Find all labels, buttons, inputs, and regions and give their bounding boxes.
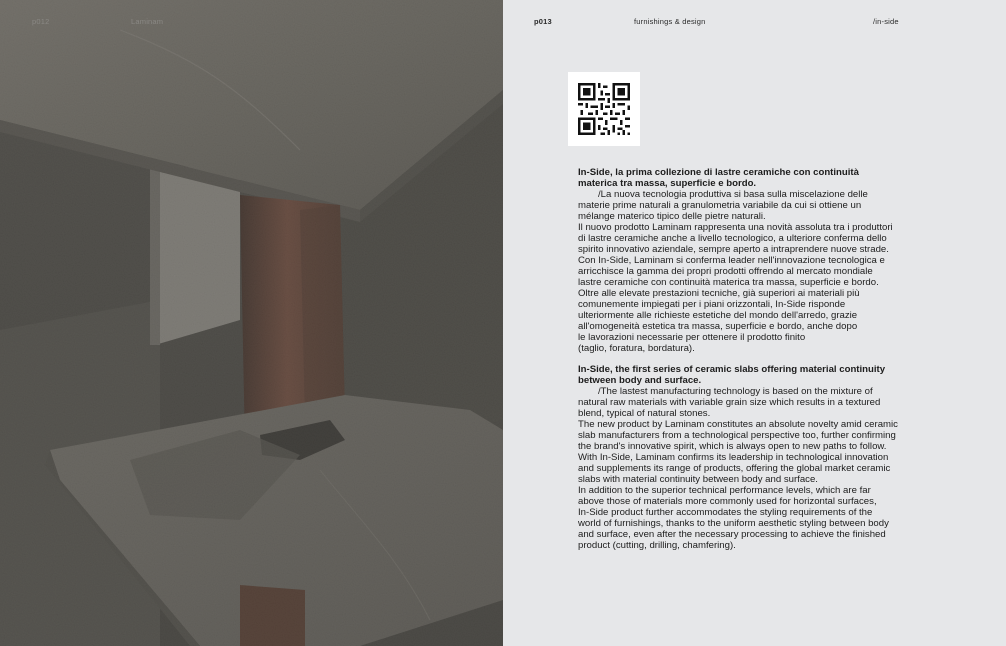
italian-heading: In-Side, la prima collezione di lastre ceramiche con continuità materica tra massa, superficie e bordo.	[578, 167, 859, 189]
collection-tag: /in-side	[873, 17, 899, 26]
right-page	[503, 0, 1006, 646]
qr-code[interactable]	[568, 72, 640, 146]
italian-body: Il nuovo prodotto Laminam rappresenta una novità assoluta tra i produttori di lastre ceramiche anche a livello tecnologico, a ulteriore conferma dello spirito innovativo aziendale, sempre aperto a intraprendere nuove strade. Con In-Side, Laminam si conferma leader nell'innovazione tecnologica e arricchisce la gamma dei propri prodotti offrendo al mercato mondiale lastre ceramiche con continuità materica tra massa, superficie e bordo. Oltre alle elevate prestazioni tecniche, già superiori ai materiali più comunemente impiegati per i piani orizzontali, In-Side risponde ulteriormente alle richieste estetiche del mondo dell'arredo, grazie all'omogeneità estetica tra massa, superficie e bordo, anche dopo le lavorazioni necessarie per ottenere il prodotto finito (taglio, foratura, bordatura).	[578, 222, 893, 354]
english-intro: /The lastest manufacturing technology is based on the mixture of natural raw materials with variable grain size which results in a textured blend, typical of natural stones.	[578, 386, 881, 419]
english-body: The new product by Laminam constitutes an absolute novelty amid ceramic slab manufacturers from a technological perspective too, further confirming the brand's innovative spirit, which is always open to new paths to follow. With In-Side, Laminam confirms its leadership in technological innovation and supplements its range of products, offering the global market ceramic slabs with material continuity between body and surface. In addition to the superior technical performance levels, which are far above those of materials more commonly used for horizontal surfaces, In-Side product further accommodates the styling requirements of the world of furnishings, thanks to the uniform aesthetic styling between body and surface, even after the necessary processing to achieve the finished product (cutting, drilling, chamfering).	[578, 419, 898, 551]
page-number-left: p012	[32, 17, 50, 26]
article-text	[578, 167, 930, 551]
qr-code-icon	[568, 72, 640, 146]
section-title: furnishings & design	[634, 17, 706, 26]
english-heading: In-Side, the first series of ceramic slabs offering material continuity between body and surface.	[578, 364, 886, 386]
page-number-right: p013	[534, 17, 552, 26]
brand-name: Laminam	[131, 17, 164, 26]
italian-intro: /La nuova tecnologia produttiva si basa sulla miscelazione delle materie prime naturali a granulometria variabile da cui si ottiene un mélange materico tipico delle pietre naturali.	[578, 189, 868, 222]
